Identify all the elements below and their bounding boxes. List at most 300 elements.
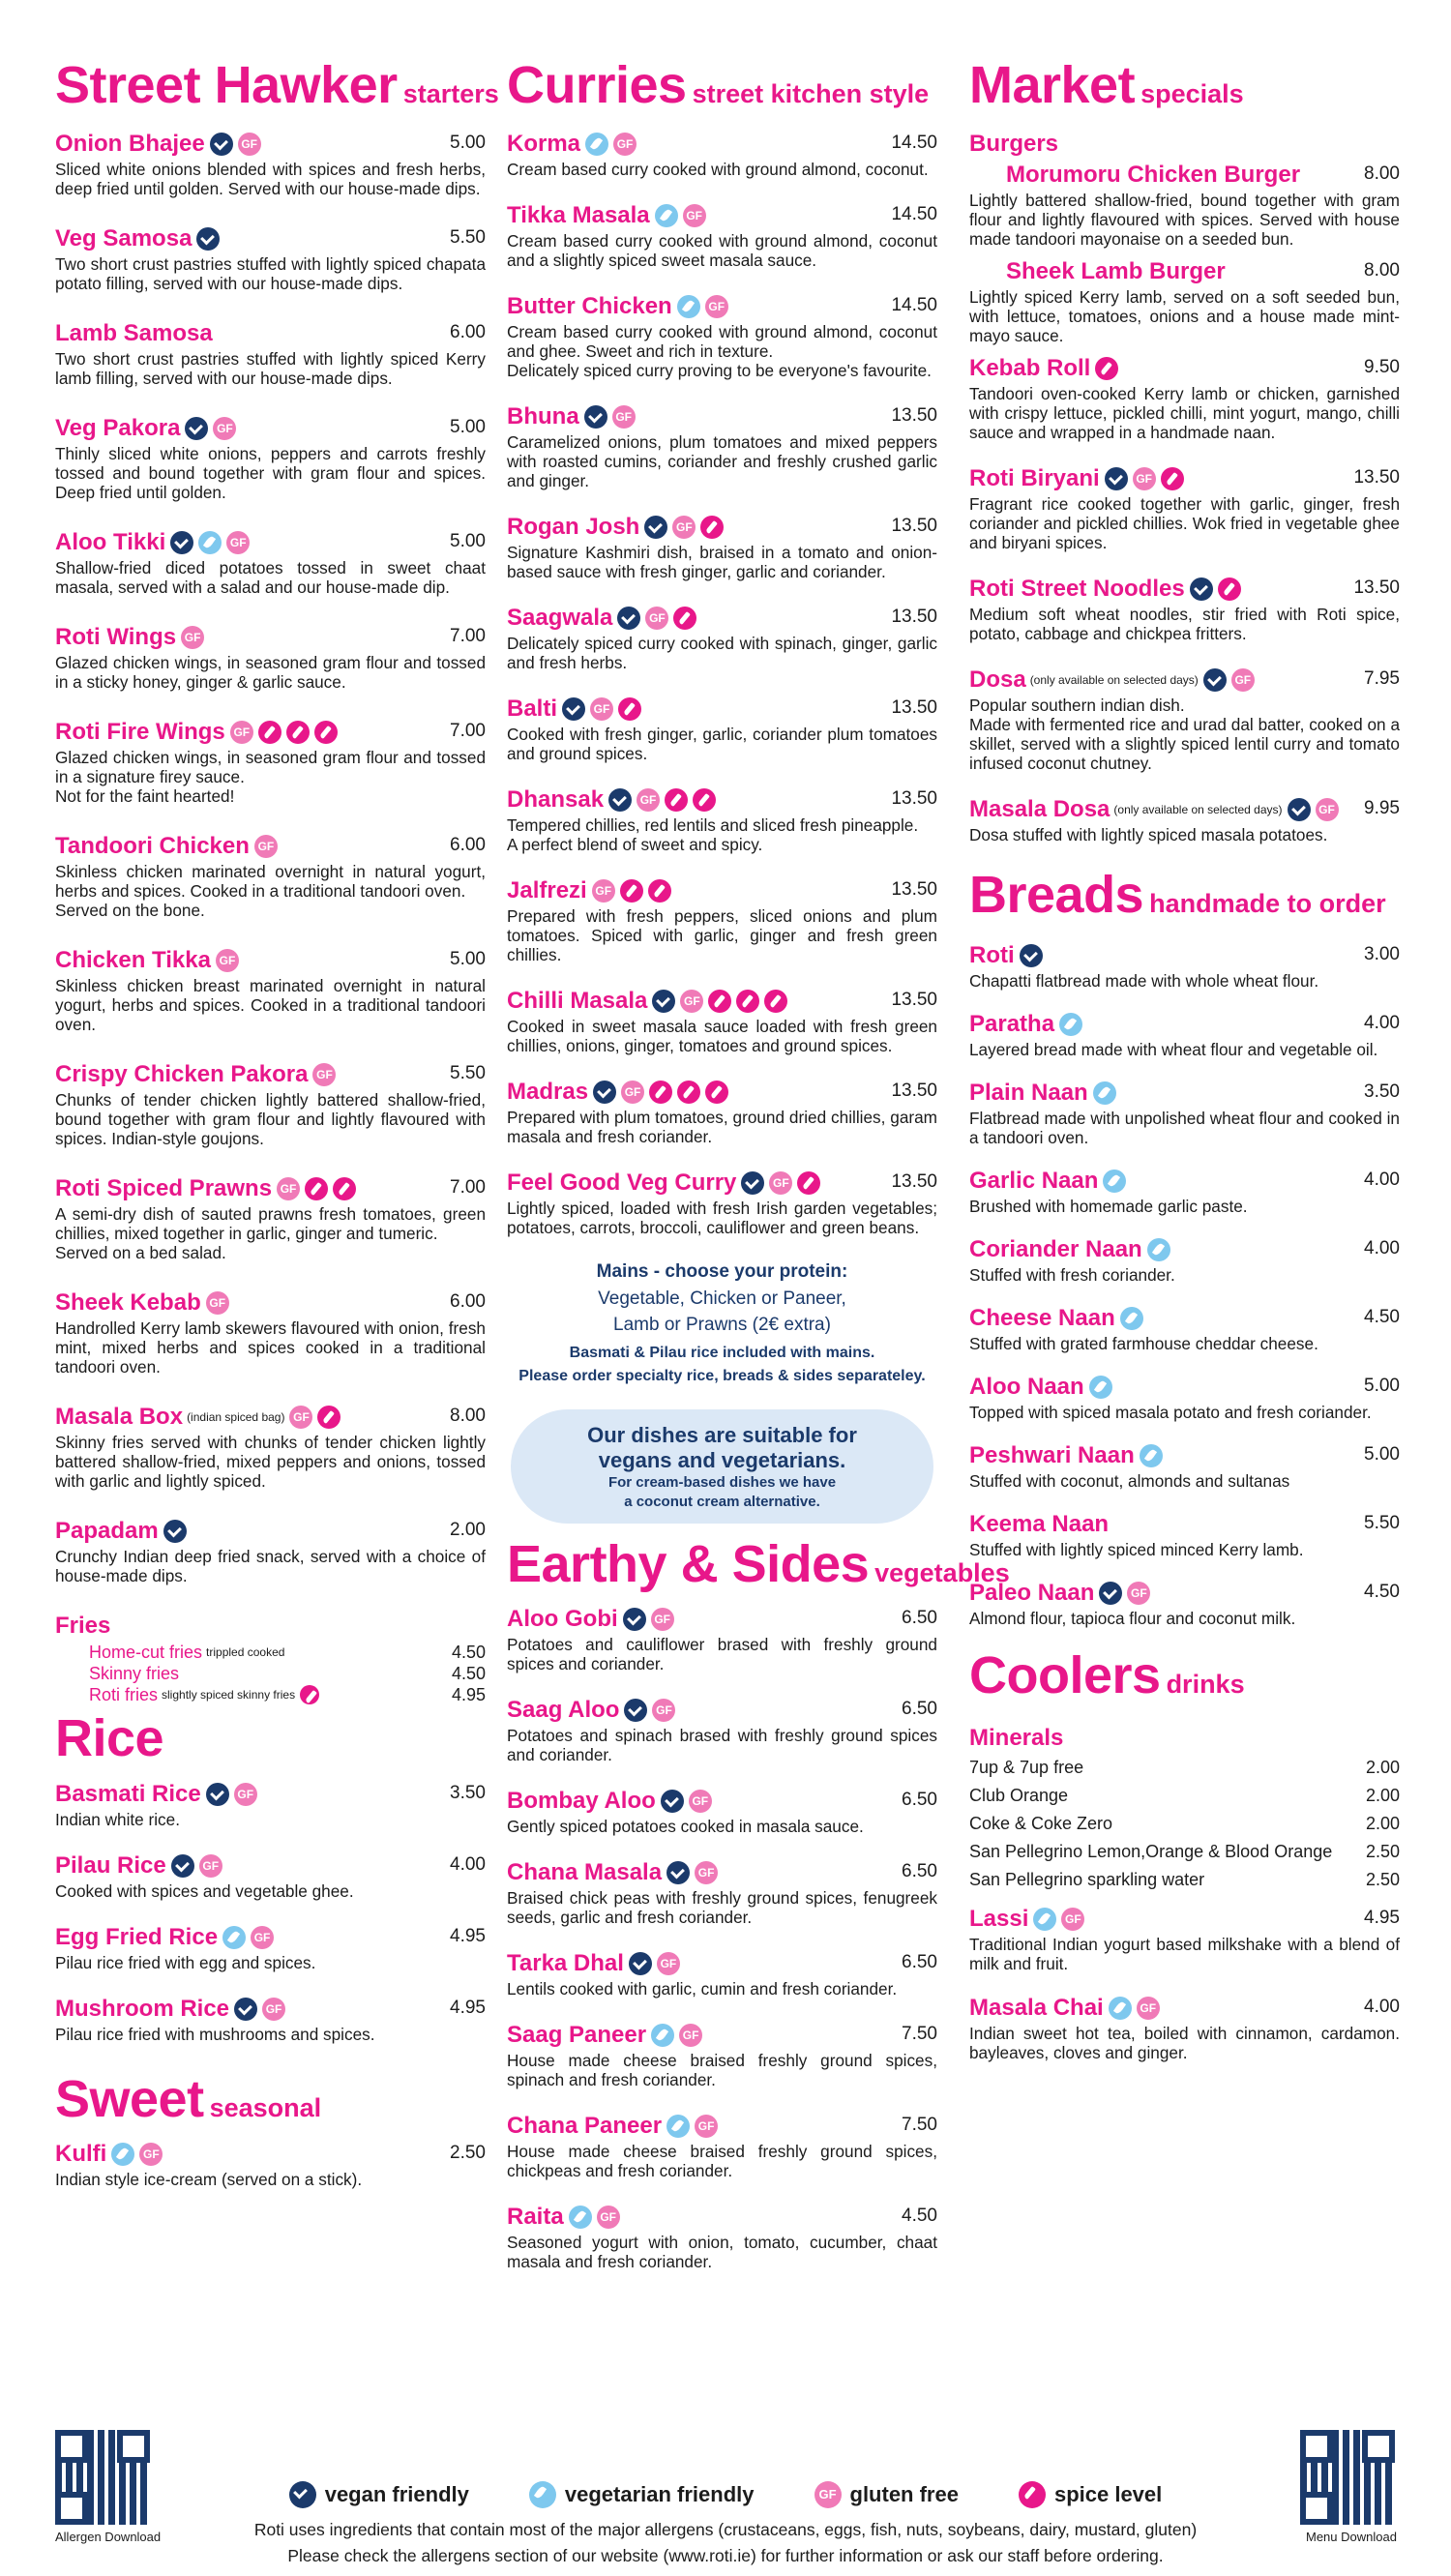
item-description <box>507 1635 937 1673</box>
menu-item <box>507 694 937 763</box>
chilli-icon <box>620 879 643 903</box>
bubble-note: a coconut cream alternative. <box>624 1494 820 1510</box>
vegetarian-leaf-icon <box>111 2143 134 2166</box>
vegan-icon <box>741 1171 764 1195</box>
drink-price: 2.00 <box>1365 1786 1400 1805</box>
description-line: A semi-dry dish of sauted prawns fresh tomatoes, green chillies, mixed together in garlic, ginger and tumeric. <box>55 1204 486 1243</box>
item-name: Sheek Lamb Burger <box>1006 258 1226 284</box>
menu-item <box>969 1234 1400 1285</box>
item-price: 5.50 <box>1364 1513 1400 1533</box>
item-name: Tikka Masala <box>507 202 650 228</box>
description-line: Layered bread made with wheat flour and vegetable oil. <box>969 1040 1378 1059</box>
item-note: (only available on selected days) <box>1029 673 1199 687</box>
vegetarian-leaf-icon <box>198 531 222 554</box>
description-line: Medium soft wheat noodles, stir fried with Roti spice, potato, cabbage and chickpea fritters. <box>969 605 1400 643</box>
gluten-free-icon: GF <box>695 1861 718 1884</box>
item-name: Lamb Samosa <box>55 320 213 346</box>
item-description <box>55 1953 486 1972</box>
vegan-icon <box>593 1081 616 1104</box>
item-price: 4.50 <box>1364 1307 1400 1327</box>
description-line: Glazed chicken wings, in seasoned gram flour and tossed in a signature firey sauce. <box>55 748 486 786</box>
vegetarian-leaf-icon <box>651 2024 674 2047</box>
item-description <box>55 1318 486 1377</box>
item-price: 5.00 <box>450 531 486 551</box>
drink-name: Club Orange <box>969 1786 1069 1805</box>
vegetarian-leaf-icon <box>655 204 678 227</box>
drink-price: 2.50 <box>1365 1870 1400 1889</box>
item-description <box>507 1108 937 1146</box>
item-price: 6.00 <box>450 835 486 855</box>
gluten-free-icon: GF <box>1137 1997 1160 2020</box>
menu-item <box>55 717 486 806</box>
menu-item <box>507 603 937 672</box>
vegan-icon <box>644 516 667 539</box>
menu-item <box>55 945 486 1034</box>
gluten-free-icon: GF <box>1061 1908 1084 1931</box>
item-description <box>507 1017 937 1055</box>
mains-note: Please order specialty rice, breads & sides separateley. <box>518 1368 926 1384</box>
item-price: 5.00 <box>450 949 486 969</box>
item-name: Feel Good Veg Curry <box>507 1170 737 1196</box>
item-name: Roti Wings <box>55 624 177 650</box>
menu-item <box>55 1994 486 2044</box>
description-line: Skinless chicken marinated overnight in natural yogurt, herbs and spices. Cooked in a traditional tandoori oven. <box>55 862 486 901</box>
chilli-icon <box>649 1081 672 1104</box>
coolers-section <box>969 1646 1400 2062</box>
item-description <box>55 862 486 920</box>
item-price: 6.50 <box>902 1699 937 1719</box>
description-line: House made cheese braised freshly ground spices, chickpeas and fresh coriander. <box>507 2142 937 2180</box>
gluten-free-icon: GF <box>234 1783 257 1806</box>
item-name: Roti Spiced Prawns <box>55 1175 273 1201</box>
description-line: Skinless chicken breast marinated overnight in natural yogurt, herbs and spices. Cooked in a traditional tandoori oven. <box>55 976 486 1034</box>
gluten-free-icon: GF <box>621 1081 644 1104</box>
item-price: 13.50 <box>891 516 937 536</box>
item-price: 14.50 <box>891 204 937 224</box>
item-name: Mushroom Rice <box>55 1996 230 2022</box>
menu-item <box>507 512 937 581</box>
gluten-free-icon: GF <box>199 1854 222 1878</box>
item-note: (indian spiced bag) <box>187 1410 285 1424</box>
item-name: Fries <box>55 1613 111 1639</box>
description-line: Stuffed with lightly spiced minced Kerry lamb. <box>969 1540 1304 1559</box>
item-note: (only available on selected days) <box>1113 803 1283 816</box>
description-line: Potatoes and spinach brased with freshly ground spices and coriander. <box>507 1726 937 1764</box>
item-price: 9.50 <box>1364 357 1400 377</box>
mains-line: Vegetable, Chicken or Paneer, <box>598 1288 846 1309</box>
mineral-row <box>969 1838 1400 1866</box>
item-name: Korma <box>507 131 581 157</box>
description-line: Glazed chicken wings, in seasoned gram flour and tossed in a sticky honey, ginger & garlic sauce. <box>55 653 486 692</box>
item-price: 5.00 <box>1364 1444 1400 1465</box>
chilli-icon <box>736 990 759 1013</box>
item-name: Aloo Tikki <box>55 529 166 555</box>
menu-item <box>55 2139 486 2189</box>
item-description <box>507 231 937 270</box>
item-price: 6.50 <box>902 1790 937 1810</box>
item-name: Saag Paneer <box>507 2022 647 2048</box>
drink-name: San Pellegrino Lemon,Orange & Blood Orange <box>969 1842 1333 1861</box>
menu-item <box>969 1009 1400 1059</box>
rice-section <box>55 1709 486 2044</box>
menu-item <box>969 574 1400 643</box>
item-price: 9.95 <box>1364 798 1400 818</box>
description-line: Fragrant rice cooked together with garlic, ginger, fresh coriander and pickled chillies. Wok fried in vegetable ghee and biryani spices. <box>969 494 1400 552</box>
description-line: Lightly spiced Kerry lamb, served on a soft seeded bun, with lettuce, tomatoes, onions and a house made mint-mayo sauce. <box>969 287 1400 345</box>
description-line: Flatbread made with unpolished wheat flour and cooked in a tandoori oven. <box>969 1109 1400 1147</box>
chilli-icon <box>300 1685 319 1704</box>
section-title: Market specials <box>969 56 1244 114</box>
description-line: Dosa stuffed with lightly spiced masala potatoes. <box>969 825 1328 844</box>
item-price: 4.00 <box>1364 1170 1400 1190</box>
item-name: Kebab Roll <box>969 355 1091 381</box>
mains-note: Basmati & Pilau rice included with mains. <box>569 1345 875 1361</box>
drink-price: 2.00 <box>1365 1758 1400 1777</box>
item-name: Chilli Masala <box>507 988 648 1014</box>
item-price: 3.00 <box>1364 944 1400 964</box>
description-line: Caramelized onions, plum tomatoes and mixed peppers with roasted cumins, coriander and freshly crushed garlic and ginger. <box>507 432 937 490</box>
item-name: Crispy Chicken Pakora <box>55 1061 309 1087</box>
item-description <box>969 384 1400 442</box>
gluten-free-icon: GF <box>206 1291 229 1315</box>
item-description <box>507 634 937 672</box>
vegan-icon <box>617 607 640 630</box>
item-description <box>969 1471 1400 1491</box>
chilli-icon <box>618 697 641 721</box>
legend-gluten-free: GF gluten free <box>814 2481 959 2508</box>
description-line: Stuffed with fresh coriander. <box>969 1265 1175 1285</box>
description-line: Prepared with fresh peppers, sliced onions and plum tomatoes. Spiced with garlic, ginger and fresh green chillies. <box>507 906 937 964</box>
item-name: Rogan Josh <box>507 514 640 540</box>
item-name: Roti Street Noodles <box>969 576 1185 602</box>
description-line: Handrolled Kerry lamb skewers flavoured with onion, fresh mint, mixed herbs and spices cooked in a traditional tandoori oven. <box>55 1318 486 1377</box>
vegetarian-leaf-icon <box>1109 1997 1132 2020</box>
description-line: Indian style ice-cream (served on a stick). <box>55 2170 363 2189</box>
menu-item <box>55 1173 486 1262</box>
menu-item <box>507 1604 937 1673</box>
allergen-note: Please check the allergens section of our website (www.roti.ie) for further information or ask our staff before ordering. <box>287 2546 1164 2565</box>
option-name: Skinny fries <box>89 1663 180 1683</box>
item-description <box>507 1888 937 1927</box>
mineral-row <box>969 1782 1400 1810</box>
item-name: Aloo Gobi <box>507 1606 618 1632</box>
menu-item <box>55 1516 486 1585</box>
menu-item <box>969 794 1400 844</box>
chilli-icon <box>1019 2481 1046 2508</box>
description-line: Delicately spiced curry proving to be everyone's favourite. <box>507 361 932 380</box>
menu-item <box>55 129 486 198</box>
vegan-icon <box>196 227 220 251</box>
item-name: Peshwari Naan <box>969 1442 1135 1468</box>
gluten-free-icon: GF <box>597 2206 620 2229</box>
item-price: 4.95 <box>450 1998 486 2018</box>
gluten-free-icon: GF <box>705 295 728 318</box>
gluten-free-icon: GF <box>680 990 703 1013</box>
menu-item <box>507 1948 937 1999</box>
menu-item <box>969 1578 1400 1628</box>
menu-column-1 <box>55 0 499 2208</box>
description-line: Gently spiced potatoes cooked in masala sauce. <box>507 1817 864 1836</box>
gluten-free-icon: GF <box>612 405 636 429</box>
item-name: Bhuna <box>507 403 579 429</box>
description-line: Served on a bed salad. <box>55 1243 226 1262</box>
item-name: Chicken Tikka <box>55 947 211 973</box>
description-line: Stuffed with coconut, almonds and sultanas <box>969 1471 1290 1491</box>
item-price: 13.50 <box>891 697 937 718</box>
item-price: 3.50 <box>1364 1081 1400 1102</box>
item-description <box>55 2170 486 2189</box>
item-description <box>55 444 486 502</box>
description-line: Cream based curry cooked with ground almond, coconut and ghee. Sweet and rich in texture. <box>507 322 937 361</box>
item-price: 4.00 <box>450 1854 486 1875</box>
description-line: Not for the faint hearted! <box>55 786 235 806</box>
description-line: House made cheese braised freshly ground spices, spinach and fresh coriander. <box>507 2051 937 2089</box>
item-price: 14.50 <box>891 295 937 315</box>
item-price: 6.50 <box>902 1861 937 1881</box>
item-price: 13.50 <box>891 788 937 809</box>
drink-name: Coke & Coke Zero <box>969 1814 1113 1833</box>
item-name: Dhansak <box>507 786 605 813</box>
mains-title: Mains - choose your protein: <box>596 1261 848 1282</box>
menu-item <box>969 1904 1400 1973</box>
vegetarian-leaf-icon <box>1103 1170 1126 1193</box>
item-description <box>969 494 1400 552</box>
item-price: 2.50 <box>450 2143 486 2163</box>
description-line: Shallow-fried diced potatoes tossed in sweet chaat masala, served with a salad and our house-made dip. <box>55 558 486 597</box>
vegan-icon <box>661 1790 684 1813</box>
vegan-icon <box>170 531 193 554</box>
item-description <box>969 696 1400 773</box>
item-price: 4.50 <box>1364 1582 1400 1602</box>
gluten-free-icon: GF <box>814 2481 842 2508</box>
item-name: Chana Paneer <box>507 2113 663 2139</box>
vegan-icon <box>171 1854 194 1878</box>
chilli-icon <box>258 721 281 744</box>
item-description <box>507 543 937 581</box>
item-price: 7.50 <box>902 2115 937 2135</box>
description-line: Chapatti flatbread made with whole wheat flour. <box>969 971 1319 991</box>
description-line: Chunks of tender chicken lightly battered shallow-fried, bound together with gram flour and lightly flavoured with spices. Indian-style goujons. <box>55 1090 486 1148</box>
description-line: Pilau rice fried with mushrooms and spices. <box>55 2025 375 2044</box>
vegan-icon <box>234 1998 257 2021</box>
menu-item <box>55 1059 486 1148</box>
item-name: Tarka Dhal <box>507 1950 624 1976</box>
vegan-icon <box>185 417 208 440</box>
item-name: Veg Samosa <box>55 225 192 252</box>
menu-item <box>507 1786 937 1836</box>
chilli-icon <box>700 516 724 539</box>
description-line: Brushed with homemade garlic paste. <box>969 1197 1248 1216</box>
item-price: 14.50 <box>891 133 937 153</box>
item-description <box>507 322 937 380</box>
item-name: Tandoori Chicken <box>55 833 250 859</box>
item-price: 6.00 <box>450 322 486 342</box>
allergen-note: Roti uses ingredients that contain most of the major allergens (crustaceans, eggs, fish, nuts, soybeans, dairy, mustard, gluten) <box>253 2520 1198 2539</box>
menu-item <box>969 353 1400 442</box>
description-line: Cooked in sweet masala sauce loaded with fresh green chillies, onions, ginger, tomatoes and ground spices. <box>507 1017 937 1055</box>
chilli-icon <box>693 788 716 812</box>
item-description <box>507 160 937 179</box>
drink-price: 2.00 <box>1365 1814 1400 1833</box>
description-line: Popular southern indian dish. <box>969 696 1185 715</box>
section-title: Street Hawker starters <box>55 56 499 114</box>
item-name: Morumoru Chicken Burger <box>1006 162 1301 188</box>
item-name: Paleo Naan <box>969 1580 1095 1606</box>
section-title: Breads handmade to order <box>969 866 1386 924</box>
gluten-free-icon: GF <box>689 1790 712 1813</box>
item-description <box>969 287 1400 345</box>
menu-item <box>969 1166 1400 1216</box>
description-line: Served on the bone. <box>55 901 205 920</box>
item-name: Masala Box <box>55 1404 184 1430</box>
vegan-icon <box>1105 467 1128 490</box>
description-line: Cooked with fresh ginger, garlic, coriander plum tomatoes and ground spices. <box>507 725 937 763</box>
vegan-icon <box>584 405 607 429</box>
item-name: Roti Biryani <box>969 465 1100 491</box>
menu-item <box>507 2020 937 2089</box>
vegan-icon <box>206 1783 229 1806</box>
item-name: Chana Masala <box>507 1859 663 1885</box>
gluten-free-icon: GF <box>216 949 239 972</box>
item-description <box>507 1199 937 1237</box>
item-price: 13.50 <box>1353 467 1400 488</box>
item-price: 2.00 <box>450 1520 486 1540</box>
fries-option <box>89 1663 486 1684</box>
vegetarian-leaf-icon <box>666 2115 690 2138</box>
vegan-info-bubble <box>511 1409 933 1524</box>
menu-item <box>507 1695 937 1764</box>
option-name: Home-cut fries <box>89 1642 203 1662</box>
description-line: Pilau rice fried with egg and spices. <box>55 1953 316 1972</box>
legend-vegetarian: vegetarian friendly <box>529 2481 755 2508</box>
item-name: Garlic Naan <box>969 1168 1099 1194</box>
item-description <box>507 815 937 854</box>
option-price: 4.95 <box>451 1684 486 1704</box>
description-line: Tandoori oven-cooked Kerry lamb or chicken, garnished with crispy lettuce, pickled chilli, mint yogurt, mango, chilli sauce and wrapped in a handmade naan. <box>969 384 1400 442</box>
menu-item <box>969 1078 1400 1147</box>
menu-item <box>969 463 1400 552</box>
vegan-icon <box>1288 798 1311 821</box>
menu-item <box>969 1993 1400 2062</box>
menu-item <box>507 1857 937 1927</box>
option-note: slightly spiced skinny fries <box>162 1688 296 1702</box>
item-description <box>969 1935 1400 1973</box>
bubble-line: vegans and vegetarians. <box>598 1448 846 1472</box>
item-price: 7.00 <box>450 626 486 646</box>
vegan-icon <box>1020 944 1043 967</box>
chilli-icon <box>1161 467 1184 490</box>
item-name: Madras <box>507 1079 589 1105</box>
menu-item <box>507 291 937 380</box>
vegan-icon <box>1203 668 1227 692</box>
option-price: 4.50 <box>451 1663 486 1683</box>
drink-price: 2.50 <box>1365 1842 1400 1861</box>
option-name: Roti fries <box>89 1684 159 1704</box>
item-name: Veg Pakora <box>55 415 181 441</box>
vegetarian-leaf-icon <box>1147 1238 1170 1261</box>
chilli-icon <box>305 1177 328 1200</box>
description-line: Prepared with plum tomatoes, ground dried chillies, garam masala and fresh coriander. <box>507 1108 937 1146</box>
fries-option <box>89 1684 486 1705</box>
item-description <box>507 906 937 964</box>
item-price: 13.50 <box>891 405 937 426</box>
allergen-qr-code[interactable] <box>55 2430 150 2525</box>
gluten-free-icon: GF <box>613 133 637 156</box>
chilli-icon <box>286 721 310 744</box>
description-line: Lightly battered shallow-fried, bound together with gram flour and lightly flavoured with spices. Served with house made tandoori mayonaise on a seeded bun. <box>969 191 1400 249</box>
item-description <box>507 432 937 490</box>
item-description <box>507 2051 937 2089</box>
gluten-free-icon: GF <box>1316 798 1339 821</box>
description-line: Lentils cooked with garlic, cumin and fresh coriander. <box>507 1979 898 1999</box>
item-price: 13.50 <box>891 1171 937 1192</box>
menu-item <box>507 2202 937 2271</box>
menu-item <box>969 1440 1400 1491</box>
vegetarian-leaf-icon <box>1093 1081 1116 1105</box>
item-name: Bombay Aloo <box>507 1788 656 1814</box>
mineral-row <box>969 1810 1400 1838</box>
description-line: Two short crust pastries stuffed with lightly spiced Kerry lamb filling, served with our house-made dips. <box>55 349 486 388</box>
item-name: Egg Fried Rice <box>55 1924 219 1950</box>
section-title: Curries street kitchen style <box>507 56 930 114</box>
description-line: Topped with spiced masala potato and fresh coriander. <box>969 1403 1372 1422</box>
vegetarian-leaf-icon <box>1120 1307 1143 1330</box>
item-name: Raita <box>507 2204 564 2230</box>
item-name: Butter Chicken <box>507 293 672 319</box>
menu-item <box>507 200 937 270</box>
item-price: 5.50 <box>450 1063 486 1083</box>
description-line: Made with fermented rice and urad dal batter, cooked on a skillet, served with a slightly spiced lentil curry and tomato infused coconut chutney. <box>969 715 1400 773</box>
description-line: Indian white rice. <box>55 1810 180 1829</box>
gluten-free-icon: GF <box>251 1926 274 1949</box>
menu-item <box>55 1851 486 1901</box>
chilli-icon <box>1095 357 1118 380</box>
item-price: 4.00 <box>1364 1013 1400 1033</box>
item-price: 4.95 <box>1364 1908 1400 1928</box>
gluten-free-icon: GF <box>657 1952 680 1975</box>
item-description <box>507 2233 937 2271</box>
item-description <box>55 748 486 806</box>
item-price: 13.50 <box>891 879 937 900</box>
item-description <box>969 1540 1400 1559</box>
description-line: Skinny fries served with chunks of tender chicken lightly battered shallow-fried, mixed peppers and onions, tossed with garlic and lightly spiced. <box>55 1433 486 1491</box>
item-name: Masala Chai <box>969 1995 1104 2021</box>
item-name: Cheese Naan <box>969 1305 1115 1331</box>
gluten-free-icon: GF <box>226 531 250 554</box>
item-price: 7.50 <box>902 2024 937 2044</box>
description-line: Signature Kashmiri dish, braised in a tomato and onion-based sauce with fresh ginger, garlic and coriander. <box>507 543 937 581</box>
item-price: 8.00 <box>450 1406 486 1426</box>
description-line: Almond flour, tapioca flour and coconut milk. <box>969 1609 1296 1628</box>
minerals-heading: Minerals <box>969 1725 1064 1751</box>
vegan-icon <box>652 990 675 1013</box>
gluten-free-icon: GF <box>769 1171 792 1195</box>
menu-item <box>507 1077 937 1146</box>
gluten-free-icon: GF <box>590 697 613 721</box>
gluten-free-icon: GF <box>645 607 668 630</box>
menu-item <box>969 160 1400 249</box>
vegetarian-leaf-icon <box>1059 1013 1082 1036</box>
description-line: Sliced white onions blended with spices and fresh herbs, deep fried until golden. Served with our house-made dips. <box>55 160 486 198</box>
item-description <box>55 558 486 597</box>
vegetarian-leaf-icon <box>1140 1444 1163 1467</box>
chilli-icon <box>665 788 688 812</box>
chilli-icon <box>317 1406 341 1429</box>
menu-item <box>507 875 937 964</box>
description-line: Two short crust pastries stuffed with lightly spiced chapata potato filling, served with our house-made dips. <box>55 254 486 293</box>
menu-qr-code[interactable] <box>1300 2430 1395 2525</box>
item-name: Pilau Rice <box>55 1852 166 1879</box>
